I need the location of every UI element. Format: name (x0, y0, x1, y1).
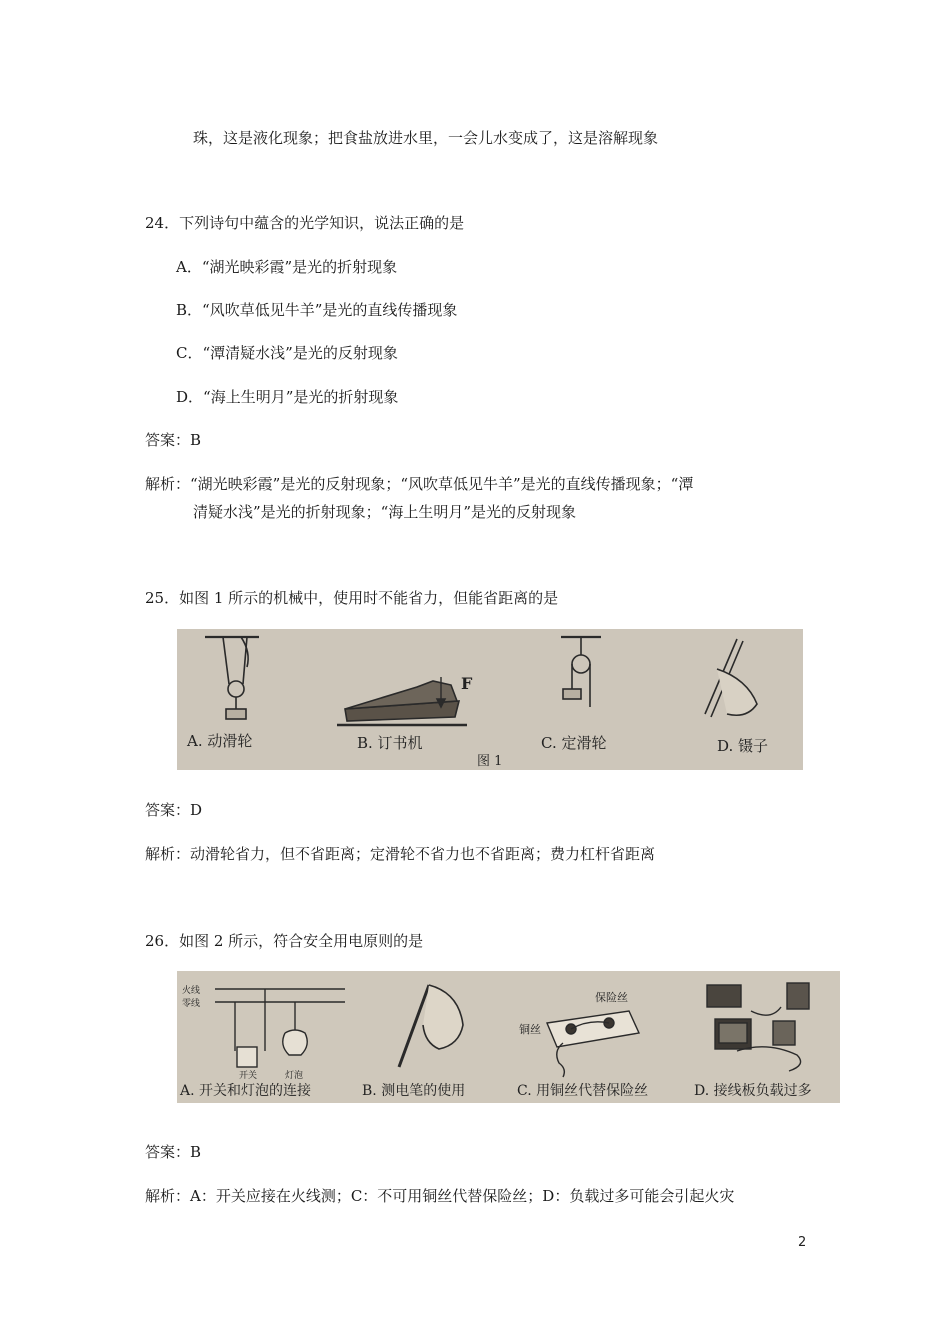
q24-option-c: C．“潭清疑水浅”是光的反射现象 (176, 344, 398, 362)
continuation-text: 珠，这是液化现象；把食盐放进水里，一会儿水变成了，这是溶解现象 (193, 129, 659, 147)
fig1-caption: 图 1 (477, 754, 503, 769)
fig1-label-a: A. 动滑轮 (187, 732, 253, 750)
bulb-label: 灯泡 (285, 1071, 304, 1081)
fig2-label-d: D. 接线板负载过多 (694, 1083, 812, 1099)
fig1-label-d: D. 镊子 (717, 737, 769, 755)
q25-analysis: 解析：动滑轮省力，但不省距离；定滑轮不省力也不省距离；费力杠杆省距离 (145, 845, 656, 863)
q25-answer: 答案：D (145, 801, 203, 819)
copper-wire-label: 铜丝 (519, 1023, 541, 1036)
fig1-label-b: B. 订书机 (357, 734, 423, 752)
q26-analysis: 解析：A：开关应接在火线测；C：不可用铜丝代替保险丝；D：负载过多可能会引起火灾 (145, 1187, 735, 1205)
q24-option-a: A．“湖光映彩霞”是光的折射现象 (176, 258, 398, 276)
q24-analysis-line1: 解析：“湖光映彩霞”是光的反射现象；“风吹草低见牛羊”是光的直线传播现象；“潭 (145, 475, 694, 493)
q26-question: 26．如图 2 所示，符合安全用电原则的是 (145, 932, 424, 950)
fig2-label-b: B. 测电笔的使用 (362, 1083, 466, 1099)
q24-option-d: D．“海上生明月”是光的折射现象 (176, 388, 399, 406)
fig2-label-a: A. 开关和灯泡的连接 (180, 1083, 312, 1099)
switch-label: 开关 (239, 1071, 258, 1081)
q26-answer: 答案：B (145, 1143, 202, 1161)
neutral-wire-label: 零线 (182, 999, 201, 1009)
q24-option-b: B．“风吹草低见牛羊”是光的直线传播现象 (176, 301, 458, 319)
fig1-force-label: F (461, 674, 473, 693)
live-wire-label: 火线 (182, 986, 201, 996)
figure-2 (177, 971, 840, 1103)
fuse-label: 保险丝 (595, 991, 628, 1004)
q24-analysis-line2: 清疑水浅”是光的折射现象；“海上生明月”是光的反射现象 (193, 503, 577, 521)
page-number: 2 (798, 1235, 807, 1250)
q24-question: 24．下列诗句中蕴含的光学知识，说法正确的是 (145, 214, 465, 232)
q24-answer: 答案：B (145, 431, 202, 449)
q25-question: 25．如图 1 所示的机械中，使用时不能省力，但能省距离的是 (145, 589, 559, 607)
figure-1 (177, 629, 803, 770)
fig2-label-c: C. 用铜丝代替保险丝 (517, 1083, 649, 1099)
fig1-label-c: C. 定滑轮 (541, 734, 607, 752)
